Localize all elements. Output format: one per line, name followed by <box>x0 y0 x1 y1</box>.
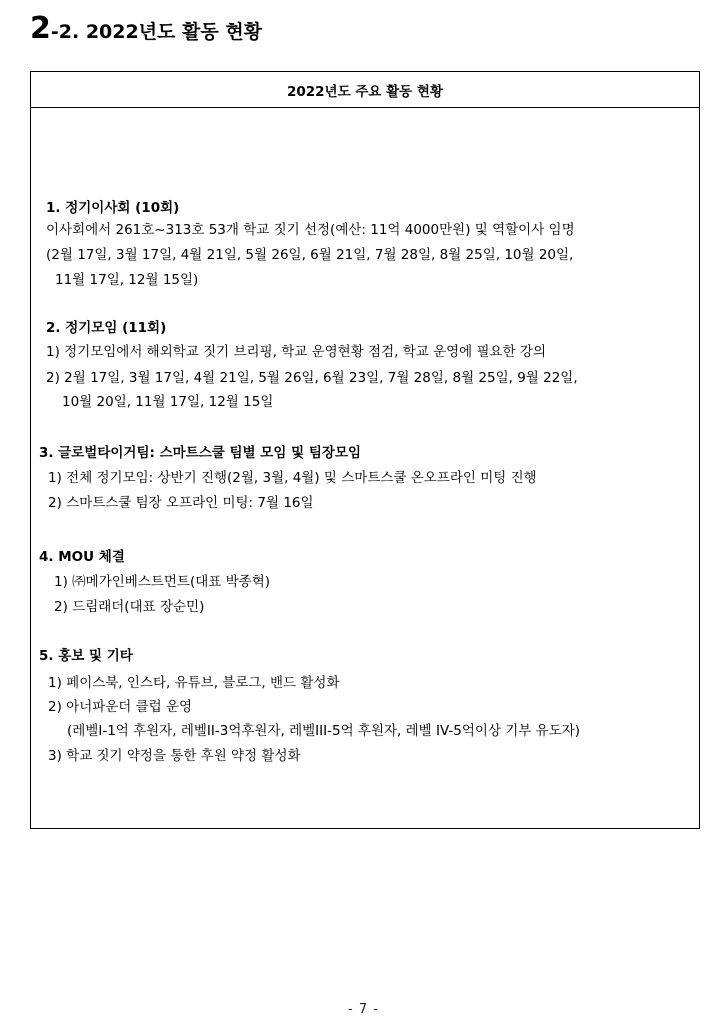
section-1-line-2: (2월 17일, 3월 17일, 4월 21일, 5월 26일, 6월 21일, 7월 28일, 8월 25일, 10월 20일, <box>46 247 574 263</box>
section-2-line-3: 10월 20일, 11월 17일, 12월 15일 <box>62 394 274 410</box>
section-1-heading: 1. 정기이사회 (10회) <box>46 200 180 216</box>
section-4-heading: 4. MOU 체결 <box>39 549 125 565</box>
section-5-line-1: 1) 페이스북, 인스타, 유튜브, 블로그, 밴드 활성화 <box>48 675 340 691</box>
section-2-heading: 2. 정기모임 (11회) <box>46 320 167 336</box>
section-5-line-2: 2) 아너파운더 클럽 운영 <box>48 699 193 715</box>
section-3-line-2: 2) 스마트스쿨 팀장 오프라인 미팅: 7월 16일 <box>48 495 314 511</box>
section-1-line-3: 11월 17일, 12월 15일) <box>55 272 199 288</box>
page-number: - 7 - <box>348 1002 379 1017</box>
section-1-line-1: 이사회에서 261호~313호 53개 학교 짓기 선정(예산: 11억 4000만원) 및 역할이사 임명 <box>46 222 575 238</box>
box-header: 2022년도 주요 활동 현황 <box>31 72 699 108</box>
section-4-line-1: 1) ㈜메가인베스트먼트(대표 박종혁) <box>54 574 271 590</box>
title-text: -2. 2022년도 활동 현황 <box>50 21 263 43</box>
page-title <box>30 11 263 46</box>
section-3-heading: 3. 글로벌타이거팀: 스마트스쿨 팀별 모임 및 팀장모임 <box>39 445 361 461</box>
section-5-line-4: 3) 학교 짓기 약정을 통한 후원 약정 활성화 <box>48 748 301 764</box>
section-5-line-3: (레벨I-1억 후원자, 레벨II-3억후원자, 레벨III-5억 후원자, 레벨 IV-5억이상 기부 유도자) <box>67 723 581 739</box>
activity-box <box>30 71 700 829</box>
section-5-heading: 5. 홍보 및 기타 <box>39 648 133 664</box>
section-2-line-1: 1) 정기모임에서 해외학교 짓기 브리핑, 학교 운영현황 점검, 학교 운영에 필요한 강의 <box>46 344 546 360</box>
title-number: 2 <box>30 11 51 46</box>
section-3-line-1: 1) 전체 정기모임: 상반기 진행(2월, 3월, 4월) 및 스마트스쿨 온오프라인 미팅 진행 <box>48 470 537 486</box>
section-4-line-2: 2) 드림래더(대표 장순민) <box>54 599 205 615</box>
section-2-line-2: 2) 2월 17일, 3월 17일, 4월 21일, 5월 26일, 6월 23일, 7월 28일, 8월 25일, 9월 22일, <box>46 370 578 386</box>
